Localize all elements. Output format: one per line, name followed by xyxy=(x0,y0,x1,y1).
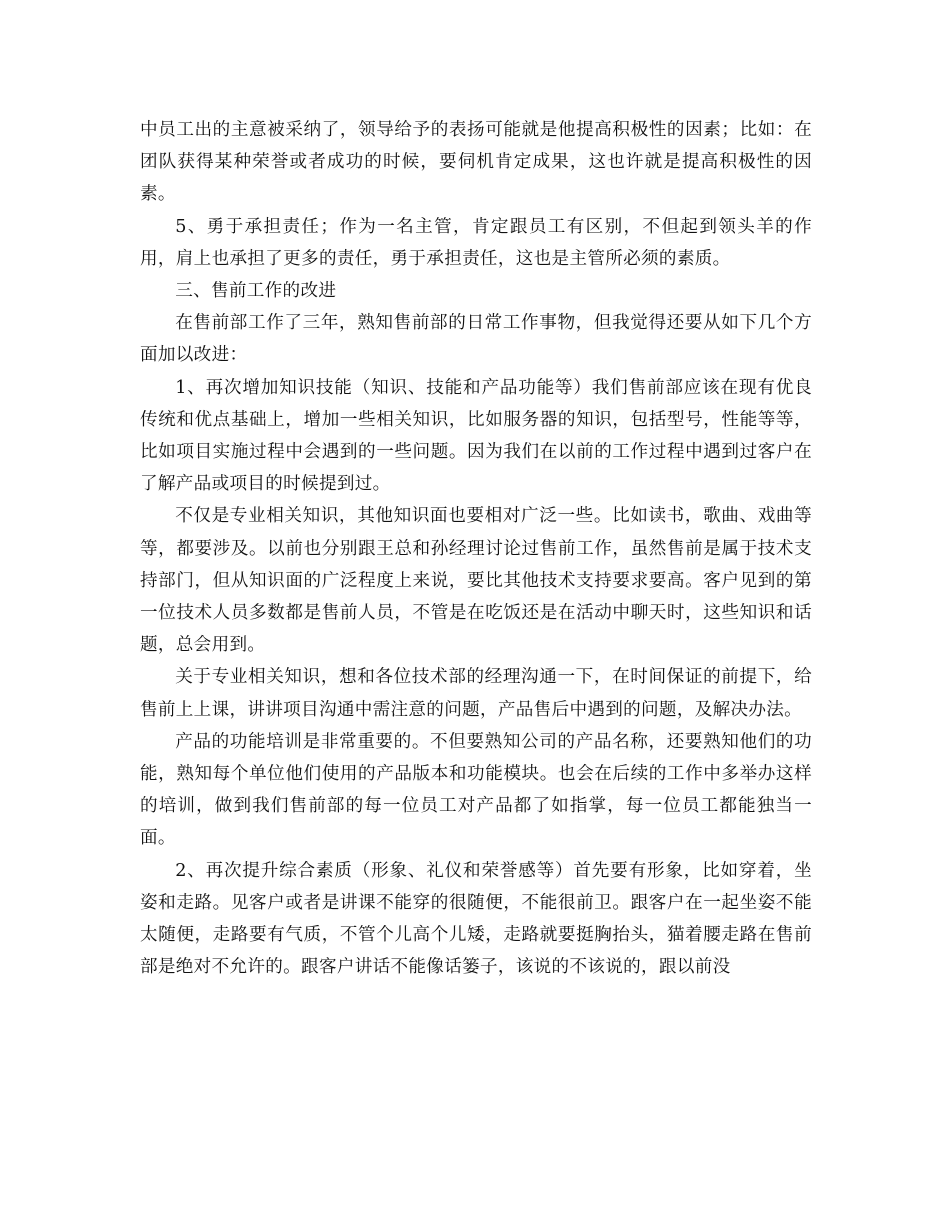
paragraph: 关于专业相关知识，想和各位技术部的经理沟通一下，在时间保证的前提下，给售前上上课，讲讲项目沟通中需注意的问题，产品售后中遇到的问题，及解决办法。 xyxy=(140,667,812,720)
paragraph: 2、再次提升综合素质（形象、礼仪和荣誉感等）首先要有形象，比如穿着，坐姿和走路。见客户或者是讲课不能穿的很随便，不能很前卫。跟客户在一起坐姿不能太随便，走路要有气质，不管个儿高个儿矮，走路就要挺胸抬头，猫着腰走路在售前部是绝对不允许的。跟客户讲话不能像话篓子，该说的不该说的，跟以前没 xyxy=(140,860,812,978)
paragraph: 产品的功能培训是非常重要的。不但要熟知公司的产品名称，还要熟知他们的功能，熟知每个单位他们使用的产品版本和功能模块。也会在后续的工作中多举办这样的培训，做到我们售前部的每一位员工对产品都了如指掌，每一位员工都能独当一面。 xyxy=(140,731,812,849)
paragraph: 5、勇于承担责任；作为一名主管，肯定跟员工有区别，不但起到领头羊的作用，肩上也承担了更多的责任，勇于承担责任，这也是主管所必须的素质。 xyxy=(140,216,812,269)
section-heading: 三、售前工作的改进 xyxy=(175,281,337,302)
document-page xyxy=(140,114,812,983)
paragraph: 中员工出的主意被采纳了，领导给予的表扬可能就是他提高积极性的因素；比如：在团队获得某种荣誉或者成功的时候，要伺机肯定成果，这也许就是提高积极性的因素。 xyxy=(140,120,812,205)
paragraph: 不仅是专业相关知识，其他知识面也要相对广泛一些。比如读书，歌曲、戏曲等等，都要涉及。以前也分别跟王总和孙经理讨论过售前工作，虽然售前是属于技术支持部门，但从知识面的广泛程度上来说，要比其他技术支持要求要高。客户见到的第一位技术人员多数都是售前人员，不管是在吃饭还是在活动中聊天时，这些知识和话题，总会用到。 xyxy=(140,506,812,656)
paragraph: 1、再次增加知识技能（知识、技能和产品功能等）我们售前部应该在现有优良传统和优点基础上，增加一些相关知识，比如服务器的知识，包括型号，性能等等，比如项目实施过程中会遇到的一些问题。因为我们在以前的工作过程中遇到过客户在了解产品或项目的时候提到过。 xyxy=(140,377,812,495)
paragraph: 在售前部工作了三年，熟知售前部的日常工作事物，但我觉得还要从如下几个方面加以改进： xyxy=(140,313,812,366)
